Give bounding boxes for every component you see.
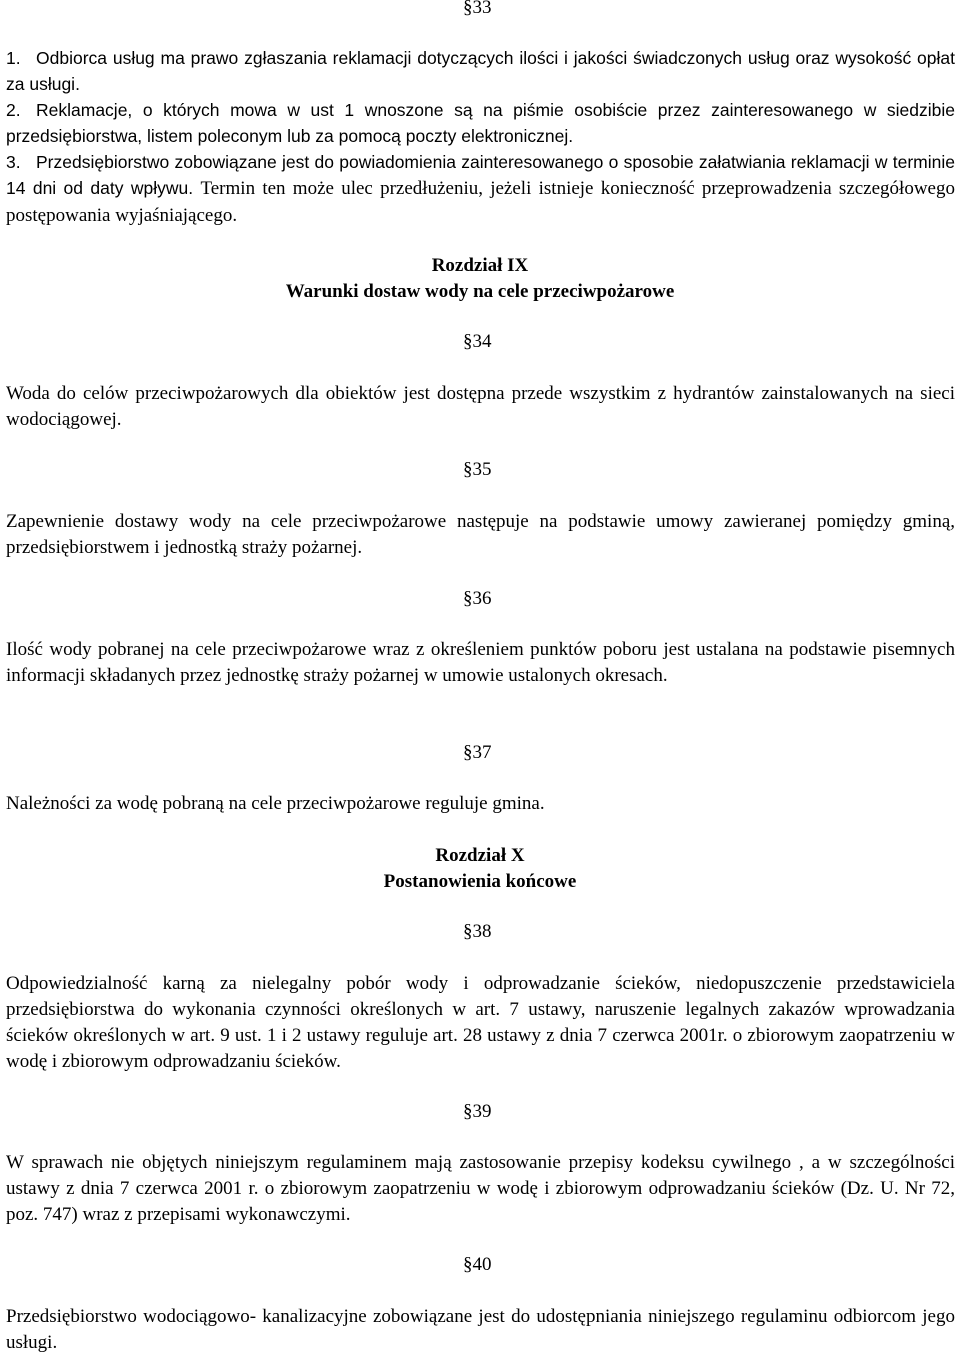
- section-heading-35: §35: [463, 459, 492, 480]
- section-heading-36: §36: [463, 588, 492, 609]
- chapter-9-title: Rozdział IX: [431, 255, 529, 276]
- section-heading-39: §39: [463, 1101, 492, 1122]
- section-35-text: Zapewnienie dostawy wody na cele przeciwpożarowe następuje na podstawie umowy zawieranej pomiędzy gminą, przedsiębiorstwem i jednostką straży pożarnej.: [6, 511, 955, 558]
- section-heading-33: §33: [463, 0, 492, 18]
- list-item: 3. Przedsiębiorstwo zobowiązane jest do powiadomienia zainteresowanego o sposobie załatwiania reklamacji w terminie 14 dni od daty wpływu. Termin ten może ulec przedłużeniu, jeżeli istnieje konieczność przeprowadzenia szczegółowego postępowania wyjaśniającego.: [6, 152, 955, 226]
- section-heading-37: §37: [463, 742, 492, 763]
- section-heading-40: §40: [463, 1254, 492, 1275]
- section-heading-38: §38: [463, 921, 492, 942]
- section-heading-34: §34: [463, 331, 492, 352]
- section-40-text: Przedsiębiorstwo wodociągowo- kanalizacyjne zobowiązane jest do udostępniania niniejszego regulaminu odbiorcom jego usługi.: [6, 1306, 955, 1353]
- section-34-text: Woda do celów przeciwpożarowych dla obiektów jest dostępna przede wszystkim z hydrantów zainstalowanych na sieci wodociągowej.: [6, 383, 955, 430]
- section-36-text: Ilość wody pobranej na cele przeciwpożarowe wraz z określeniem punktów poboru jest ustalana na podstawie pisemnych informacji składanych przez jednostkę straży pożarnej w umowie ustalonych okresach.: [6, 639, 955, 686]
- chapter-10-subtitle: Postanowienia końcowe: [383, 871, 577, 892]
- section-39-text: W sprawach nie objętych niniejszym regulaminem mają zastosowanie przepisy kodeksu cywilnego , a w szczególności ustawy z dnia 7 czerwca 2001 r. o zbiorowym zaopatrzeniu w wodę i zbiorowym odprowadzaniu ścieków (Dz. U. Nr 72, poz. 747) wraz z przepisami wykonawczymi.: [6, 1152, 955, 1225]
- section-37-text: Należności za wodę pobraną na cele przeciwpożarowe reguluje gmina.: [6, 793, 545, 814]
- section-38-text: Odpowiedzialność karną za nielegalny pobór wody i odprowadzanie ścieków, niedopuszczenie przedstawiciela przedsiębiorstwa do wykonania czynności określonych w art. 7 ustawy, naruszenie legalnych zakazów wprowadzania ścieków określonych w art. 9 ust. 1 i 2 ustawy reguluje art. 28 ustawy z dnia 7 czerwca 2001r. o zbiorowym zaopatrzeniu w wodę i zbiorowym odprowadzaniu ścieków.: [6, 973, 955, 1072]
- chapter-9-subtitle: Warunki dostaw wody na cele przeciwpożarowe: [285, 281, 675, 302]
- section-33-list: [6, 45, 955, 229]
- chapter-10-title: Rozdział X: [435, 845, 525, 866]
- list-item: 1. Odbiorca usług ma prawo zgłaszania reklamacji dotyczących ilości i jakości świadczonych usług oraz wysokość opłat za usługi.: [6, 48, 955, 94]
- list-item: 2. Reklamacje, o których mowa w ust 1 wnoszone są na piśmie osobiście przez zainteresowanego w siedzibie przedsiębiorstwa, listem poleconym lub za pomocą poczty elektronicznej.: [6, 100, 955, 146]
